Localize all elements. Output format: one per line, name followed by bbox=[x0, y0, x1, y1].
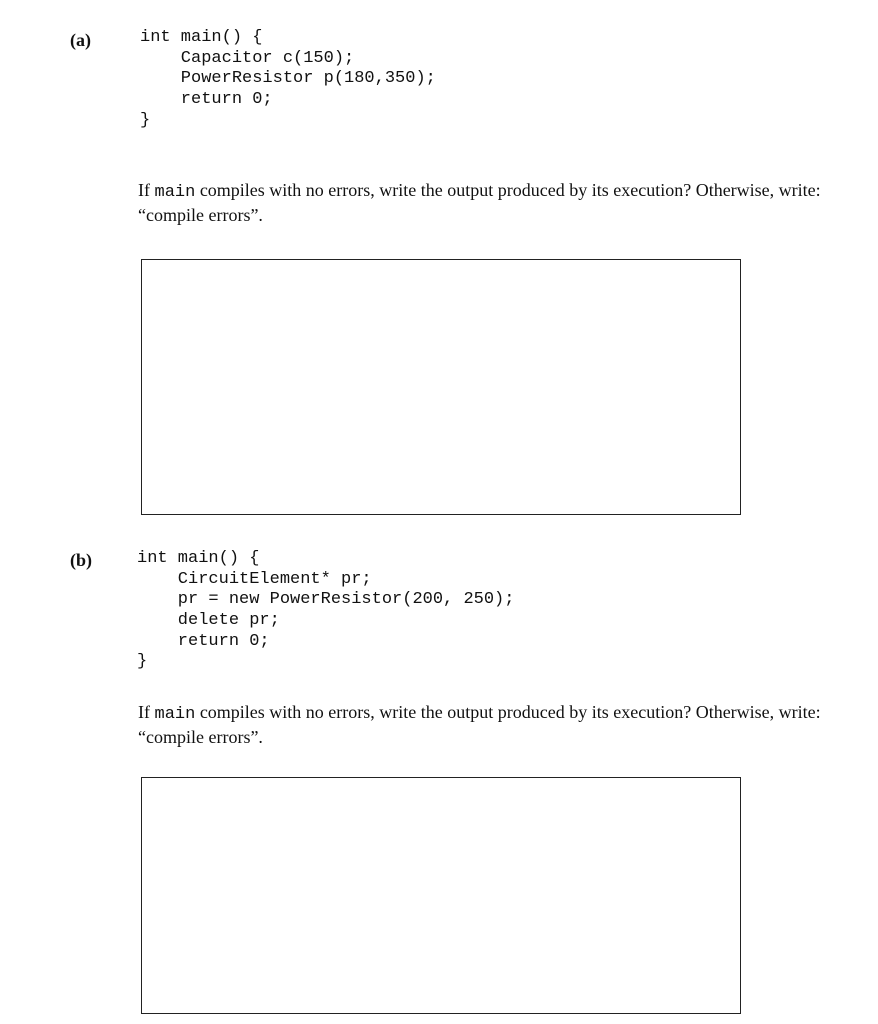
question-keyword: main bbox=[154, 183, 196, 202]
code-line: int main() { bbox=[140, 28, 263, 47]
part-b-question bbox=[138, 701, 828, 748]
question-keyword: main bbox=[154, 705, 196, 724]
code-line: } bbox=[140, 110, 151, 130]
code-line: return 0; bbox=[137, 631, 270, 651]
question-text: If bbox=[138, 702, 155, 722]
part-a-label: (a) bbox=[70, 30, 91, 50]
part-b-answer-box[interactable] bbox=[141, 777, 741, 1014]
question-text: compiles with no errors, write the output produced by its execution? Otherwise, write: “compile errors”. bbox=[138, 180, 821, 225]
code-line: delete pr; bbox=[137, 611, 280, 631]
part-b-label: (b) bbox=[70, 550, 92, 570]
code-line: return 0; bbox=[140, 90, 273, 110]
code-line: pr = new PowerResistor(200, 250); bbox=[137, 590, 515, 610]
code-line: int main() { bbox=[137, 549, 260, 568]
part-a-answer-box[interactable] bbox=[141, 259, 741, 515]
code-line: } bbox=[137, 652, 148, 672]
code-line: CircuitElement* pr; bbox=[137, 569, 372, 589]
part-b-code-block bbox=[137, 549, 514, 673]
question-text: compiles with no errors, write the output produced by its execution? Otherwise, write: “compile errors”. bbox=[138, 702, 821, 747]
code-line: PowerResistor p(180,350); bbox=[140, 69, 436, 89]
question-text: If bbox=[138, 180, 155, 200]
part-a-question bbox=[138, 179, 828, 226]
code-line: Capacitor c(150); bbox=[140, 48, 355, 68]
part-a-code-block bbox=[140, 28, 436, 131]
